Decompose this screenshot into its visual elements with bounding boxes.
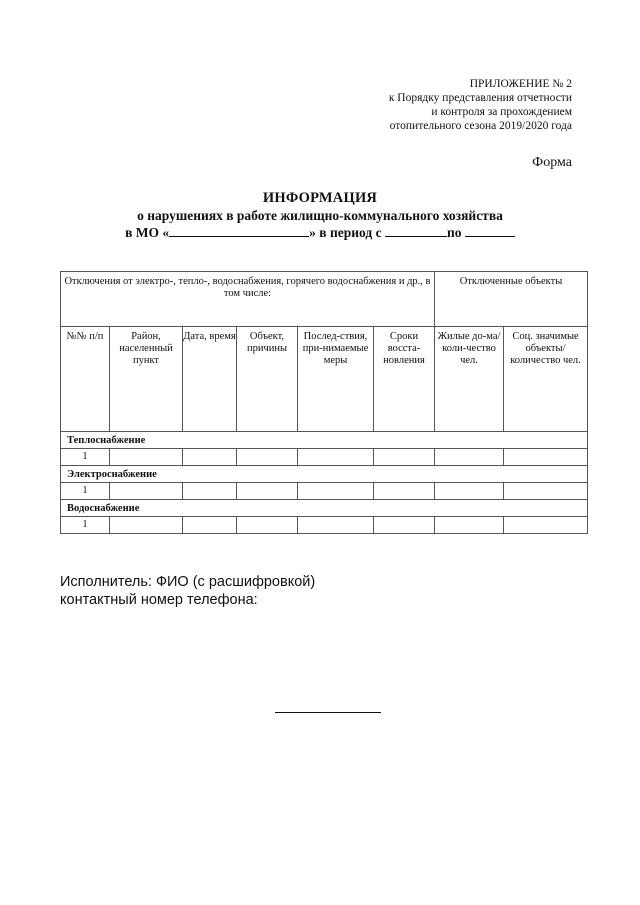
table-cell[interactable] [435,483,504,500]
table-cell[interactable] [504,449,588,466]
title-main: ИНФОРМАЦИЯ [262,190,378,206]
table-row [61,517,588,534]
table-cell[interactable] [110,449,183,466]
table-cell[interactable] [237,449,298,466]
appendix-ref-line: и контроля за прохождением [431,106,572,118]
col-header-residential: Жилые до-ма/коли-чество чел. [435,327,504,432]
col-header-restoration: Сроки восста-новления [374,327,435,432]
col-header-object: Объект, причины [237,327,298,432]
mo-name-blank[interactable] [169,224,309,237]
col-header-social-objects: Соц. значимые объекты/ количество чел. [504,327,588,432]
table-cell[interactable] [110,517,183,534]
table-cell[interactable] [110,483,183,500]
title-subtitle: о нарушениях в работе жилищно-коммунального хозяйства [137,208,503,223]
table-cell[interactable] [435,517,504,534]
row-number: 1 [61,517,110,534]
appendix-number: ПРИЛОЖЕНИЕ № 2 [469,78,572,90]
col-header-consequences: Послед-ствия, при-нимаемые меры [298,327,374,432]
table-cell[interactable] [183,483,237,500]
title-period-line [0,224,640,241]
period-to-blank[interactable] [465,224,515,237]
period-from-label: » в период с [309,225,385,240]
table-cell[interactable] [374,449,435,466]
signature-line[interactable] [275,712,381,713]
document-title [0,190,640,241]
form-label: Форма [532,155,572,170]
phone-label: контактный номер телефона: [60,592,258,608]
table-cell[interactable] [435,449,504,466]
table-row [61,483,588,500]
table-cell[interactable] [298,449,374,466]
mo-prefix: в МО « [125,225,170,240]
table-cell[interactable] [374,517,435,534]
row-number: 1 [61,449,110,466]
col-header-district: Район, населенный пункт [110,327,183,432]
table-row [61,449,588,466]
row-number: 1 [61,483,110,500]
table-cell[interactable] [183,449,237,466]
section-heat-supply: Теплоснабжение [61,432,588,449]
col-header-number: №№ п/п [61,327,110,432]
appendix-ref-line: к Порядку представления отчетности [388,92,572,104]
col-header-datetime: Дата, время [183,327,237,432]
signature-block [60,573,315,609]
table-cell[interactable] [183,517,237,534]
outages-group-header: Отключения от электро-, тепло-, водоснабжения, горячего водоснабжения и др., в том числе: [61,272,435,327]
table-cell[interactable] [237,517,298,534]
period-to-label: по [446,225,465,240]
section-water-supply: Водоснабжение [61,500,588,517]
table-cell[interactable] [504,517,588,534]
table-cell[interactable] [298,517,374,534]
period-from-blank[interactable] [385,224,447,237]
table-cell[interactable] [237,483,298,500]
appendix-header [272,77,572,133]
disconnected-objects-header: Отключенные объекты [435,272,588,327]
violations-table [60,271,588,534]
table-cell[interactable] [504,483,588,500]
appendix-ref-line: отопительного сезона 2019/2020 года [389,120,572,132]
table-cell[interactable] [374,483,435,500]
table-cell[interactable] [298,483,374,500]
executor-label: Исполнитель: ФИО (с расшифровкой) [60,574,316,590]
section-electricity-supply: Электроснабжение [61,466,588,483]
